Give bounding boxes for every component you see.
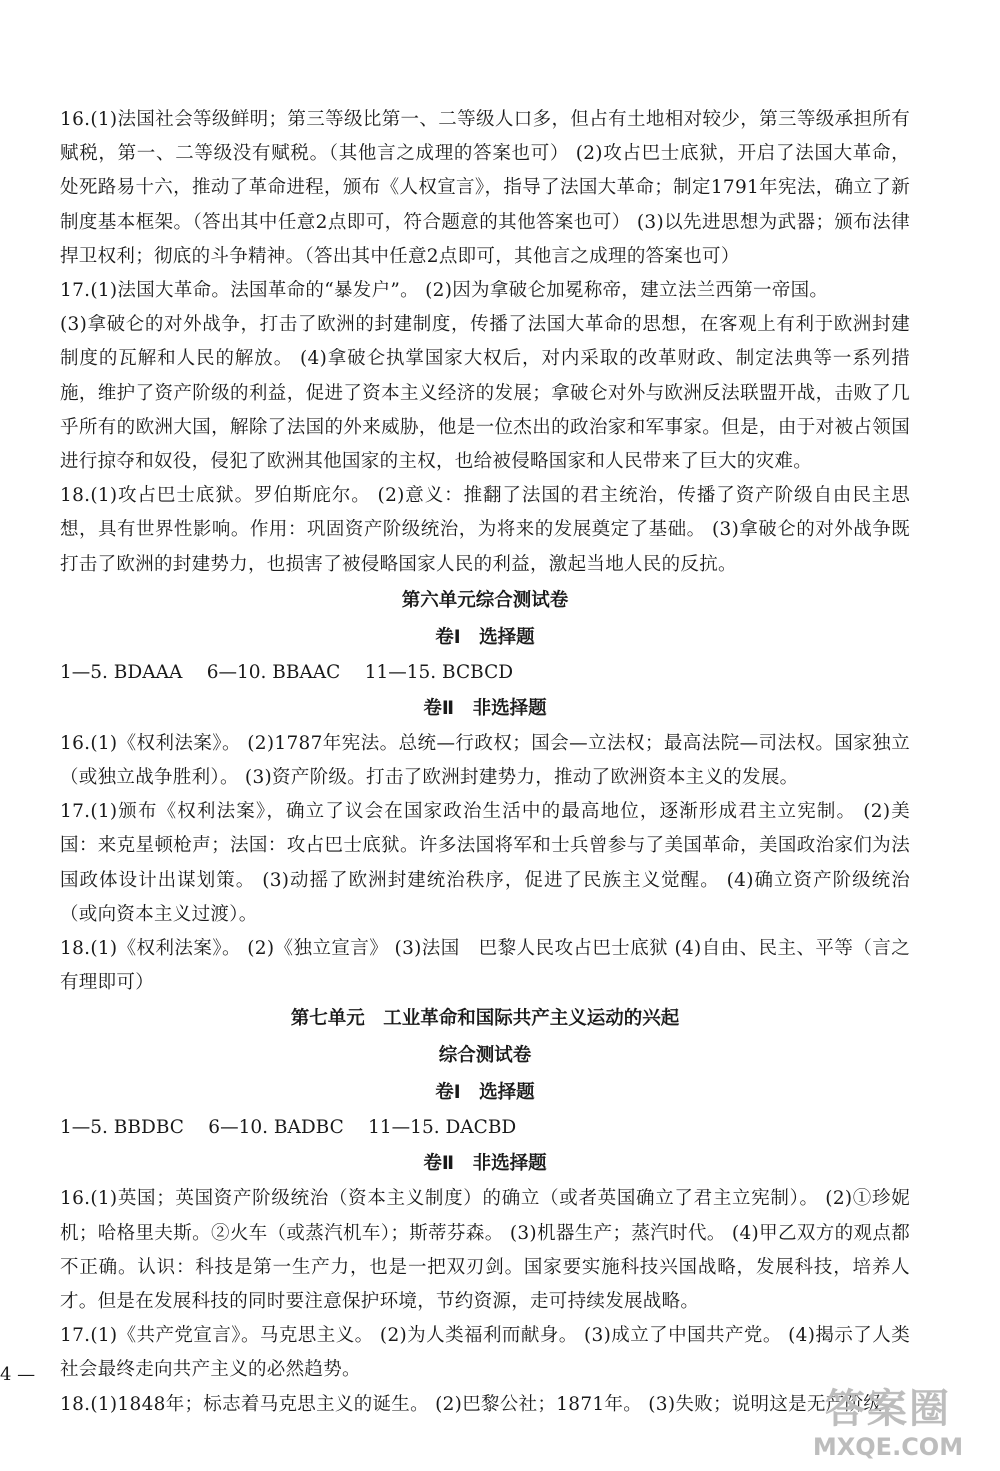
answer-paragraph-17-part2: (3)拿破仑的对外战争，打击了欧洲的封建制度，传播了法国大革命的思想，在客观上有利于欧洲封建制度的瓦解和人民的解放。 (4)拿破仑执掌国家大权后，对内采取的改革财政、制定法典等一系列措施，维护了资产阶级的利益，促进了资本主义经济的发展；拿破仑对外与欧洲反法联盟开战，击败了几乎所有的欧洲大国，解除了法国的外来威胁，他是一位杰出的政治家和军事家。但是，由于对被占领国进行掠夺和奴役，侵犯了欧洲其他国家的主权，也给被侵略国家和人民带来了巨大的灾难。 <box>60 314 910 473</box>
unit6-choice-answers: 1—5. BDAAA 6—10. BBAAC 11—15. BCBCD <box>60 661 514 683</box>
answer-paragraph-17-part1: 17.(1)法国大革命。法国革命的“暴发户”。 (2)因为拿破仑加冕称帝，建立法兰西第一帝国。 <box>60 280 829 302</box>
unit6-section2-title: 卷Ⅱ 非选择题 <box>423 697 547 719</box>
unit7-paragraph-17: 17.(1)《共产党宣言》。马克思主义。 (2)为人类福利而献身。 (3)成立了中国共产党。 (4)揭示了人类社会最终走向共产主义的必然趋势。 <box>60 1325 910 1381</box>
answer-page <box>60 103 910 1422</box>
page-number: 4 — <box>0 1364 36 1385</box>
unit6-section1-title: 卷Ⅰ 选择题 <box>435 626 535 648</box>
watermark-logo <box>788 1385 988 1467</box>
unit6-paragraph-17: 17.(1)颁布《权利法案》，确立了议会在国家政治生活中的最高地位，逐渐形成君主立宪制。 (2)美国：来克星顿枪声；法国：攻占巴士底狱。许多法国将军和士兵曾参与了美国革命，美国政治家们为法国政体设计出谋划策。 (3)动摇了欧洲封建统治秩序，促进了民族主义觉醒。 (4)确立资产阶级统治（或向资本主义过渡）。 <box>60 801 910 925</box>
unit7-paragraph-16: 16.(1)英国；英国资产阶级统治（资本主义制度）的确立（或者英国确立了君主立宪制）。 (2)①珍妮机；哈格里夫斯。②火车（或蒸汽机车）；斯蒂芬森。 (3)机器生产；蒸汽时代。 (4)甲乙双方的观点都不正确。认识：科技是第一生产力，也是一把双刃剑。国家要实施科技兴国战略，发展科技，培养人才。但是在发展科技的同时要注意保护环境，节约资源，走可持续发展战略。 <box>60 1188 910 1313</box>
unit7-title: 第七单元 工业革命和国际共产主义运动的兴起 <box>290 1008 680 1030</box>
unit6-paragraph-18: 18.(1)《权利法案》。 (2)《独立宣言》 (3)法国 巴黎人民攻占巴士底狱 (4)自由、民主、平等（言之有理即可） <box>60 938 910 994</box>
unit7-paragraph-18: 18.(1)1848年；标志着马克思主义的诞生。 (2)巴黎公社；1871年。 (3)失败；说明这是无产阶级 <box>60 1393 883 1415</box>
watermark-url: MXQE.COM <box>812 1433 964 1461</box>
watermark-text: 答案圈 <box>825 1385 951 1432</box>
unit6-title: 第六单元综合测试卷 <box>401 589 569 611</box>
unit6-paragraph-16: 16.(1)《权利法案》。 (2)1787年宪法。总统—行政权；国会—立法权；最高法院—司法权。国家独立（或独立战争胜利）。 (3)资产阶级。打击了欧洲封建势力，推动了欧洲资本主义的发展。 <box>60 732 910 789</box>
unit7-section2-title: 卷Ⅱ 非选择题 <box>423 1153 547 1175</box>
unit7-section1-title: 卷Ⅰ 选择题 <box>435 1082 535 1104</box>
unit7-choice-answers: 1—5. BBDBC 6—10. BADBC 11—15. DACBD <box>60 1117 517 1139</box>
unit7-subtitle: 综合测试卷 <box>438 1045 532 1067</box>
answer-paragraph-18: 18.(1)攻占巴士底狱。罗伯斯庇尔。 (2)意义：推翻了法国的君主统治，传播了资产阶级自由民主思想，具有世界性影响。作用：巩固资产阶级统治，为将来的发展奠定了基础。 (3)拿破仑的对外战争既打击了欧洲的封建势力，也损害了被侵略国家人民的利益，激起当地人民的反抗。 <box>60 485 910 575</box>
answer-paragraph-16: 16.(1)法国社会等级鲜明；第三等级比第一、二等级人口多，但占有土地相对较少，第三等级承担所有赋税，第一、二等级没有赋税。（其他言之成理的答案也可） (2)攻占巴士底狱，开启了法国大革命，处死路易十六，推动了革命进程，颁布《人权宣言》，指导了法国大革命；制定1791年宪法，确立了新制度基本框架。（答出其中任意2点即可，符合题意的其他答案也可） (3)以先进思想为武器；颁布法律捍卫权利；彻底的斗争精神。（答出其中任意2点即可，其他言之成理的答案也可） <box>60 109 910 267</box>
